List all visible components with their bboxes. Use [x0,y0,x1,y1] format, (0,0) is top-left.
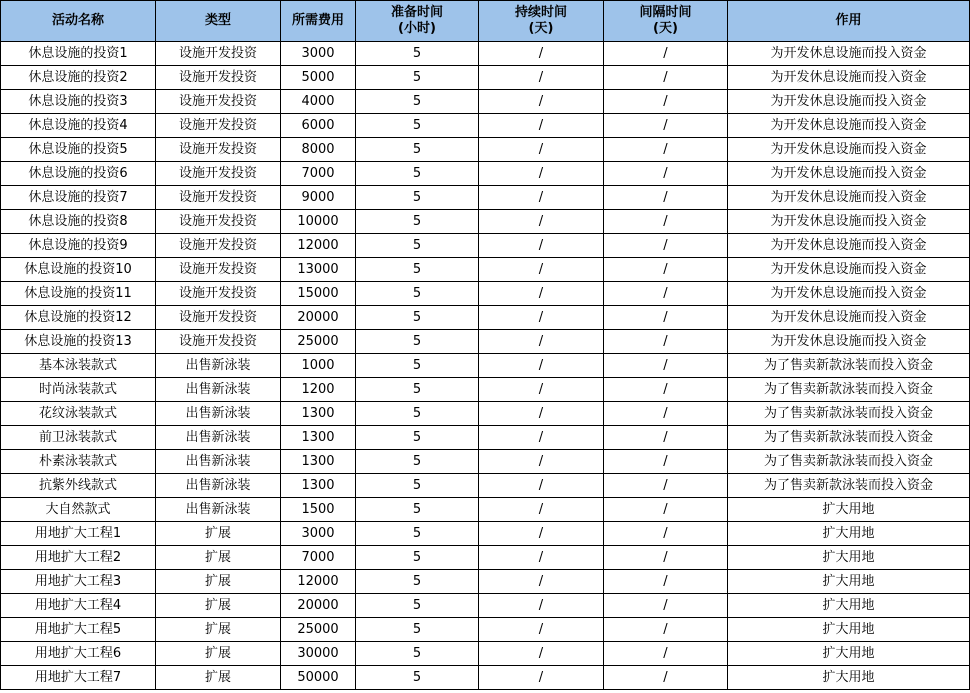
cell-interval: / [604,450,728,474]
cell-type: 扩展 [156,546,281,570]
cell-interval: / [604,90,728,114]
cell-duration: / [479,186,604,210]
cell-cost: 12000 [281,234,356,258]
cell-prep-time: 5 [356,402,479,426]
header-label: 所需费用 [291,13,344,28]
cell-duration: / [479,666,604,690]
cell-prep-time: 5 [356,426,479,450]
cell-interval: / [604,618,728,642]
cell-cost: 1300 [281,426,356,450]
cell-prep-time: 5 [356,450,479,474]
cell-type: 扩展 [156,570,281,594]
cell-cost: 1000 [281,354,356,378]
cell-cost: 9000 [281,186,356,210]
table-row [1,90,970,114]
cell-duration: / [479,282,604,306]
cell-effect: 为开发休息设施而投入资金 [728,330,970,354]
table-row [1,426,970,450]
cell-duration: / [479,426,604,450]
cell-duration: / [479,546,604,570]
cell-effect: 为开发休息设施而投入资金 [728,186,970,210]
header-duration [479,1,604,42]
cell-duration: / [479,114,604,138]
cell-interval: / [604,306,728,330]
cell-activity-name: 用地扩大工程7 [1,666,156,690]
table-row [1,330,970,354]
cell-effect: 为开发休息设施而投入资金 [728,138,970,162]
cell-interval: / [604,66,728,90]
cell-interval: / [604,234,728,258]
table-row [1,66,970,90]
cell-interval: / [604,402,728,426]
cell-interval: / [604,594,728,618]
cell-prep-time: 5 [356,114,479,138]
cell-prep-time: 5 [356,330,479,354]
cell-interval: / [604,42,728,66]
cell-type: 设施开发投资 [156,234,281,258]
table-row [1,594,970,618]
cell-cost: 3000 [281,522,356,546]
cell-cost: 12000 [281,570,356,594]
cell-activity-name: 休息设施的投资3 [1,90,156,114]
cell-type: 设施开发投资 [156,282,281,306]
cell-prep-time: 5 [356,186,479,210]
cell-interval: / [604,426,728,450]
cell-cost: 10000 [281,210,356,234]
cell-duration: / [479,570,604,594]
table-row [1,138,970,162]
cell-activity-name: 花纹泳装款式 [1,402,156,426]
cell-type: 出售新泳装 [156,378,281,402]
cell-effect: 扩大用地 [728,666,970,690]
cell-effect: 扩大用地 [728,522,970,546]
cell-effect: 扩大用地 [728,594,970,618]
cell-effect: 扩大用地 [728,642,970,666]
table-row [1,210,970,234]
table-row [1,378,970,402]
cell-type: 扩展 [156,594,281,618]
cell-cost: 1300 [281,474,356,498]
cell-type: 扩展 [156,642,281,666]
cell-prep-time: 5 [356,66,479,90]
cell-effect: 扩大用地 [728,618,970,642]
cell-cost: 15000 [281,282,356,306]
cell-interval: / [604,330,728,354]
header-unit: (天) [653,21,678,36]
cell-prep-time: 5 [356,306,479,330]
cell-prep-time: 5 [356,474,479,498]
cell-activity-name: 休息设施的投资8 [1,210,156,234]
table-header [1,1,970,42]
cell-activity-name: 用地扩大工程1 [1,522,156,546]
cell-activity-name: 休息设施的投资6 [1,162,156,186]
cell-cost: 1500 [281,498,356,522]
table-row [1,666,970,690]
cell-duration: / [479,306,604,330]
cell-prep-time: 5 [356,618,479,642]
table-row [1,546,970,570]
header-label: 持续时间 [514,5,567,20]
cell-duration: / [479,642,604,666]
cell-duration: / [479,330,604,354]
header-label: 类型 [204,13,231,28]
cell-type: 设施开发投资 [156,90,281,114]
cell-activity-name: 基本泳装款式 [1,354,156,378]
cell-effect: 为开发休息设施而投入资金 [728,210,970,234]
cell-interval: / [604,666,728,690]
cell-cost: 7000 [281,162,356,186]
cell-activity-name: 用地扩大工程5 [1,618,156,642]
cell-effect: 为开发休息设施而投入资金 [728,66,970,90]
cell-duration: / [479,378,604,402]
cell-cost: 13000 [281,258,356,282]
cell-interval: / [604,378,728,402]
cell-prep-time: 5 [356,666,479,690]
cell-type: 出售新泳装 [156,426,281,450]
cell-interval: / [604,162,728,186]
cell-prep-time: 5 [356,570,479,594]
cell-duration: / [479,618,604,642]
cell-cost: 8000 [281,138,356,162]
cell-activity-name: 休息设施的投资1 [1,42,156,66]
cell-effect: 为了售卖新款泳装而投入资金 [728,450,970,474]
cell-type: 设施开发投资 [156,114,281,138]
cell-activity-name: 休息设施的投资11 [1,282,156,306]
cell-cost: 20000 [281,306,356,330]
cell-effect: 为了售卖新款泳装而投入资金 [728,474,970,498]
cell-interval: / [604,474,728,498]
cell-activity-name: 休息设施的投资13 [1,330,156,354]
cell-cost: 1300 [281,450,356,474]
cell-interval: / [604,210,728,234]
cell-effect: 为了售卖新款泳装而投入资金 [728,426,970,450]
header-label: 作用 [835,13,862,28]
cell-duration: / [479,162,604,186]
table-row [1,570,970,594]
cell-type: 设施开发投资 [156,66,281,90]
header-label: 活动名称 [51,13,104,28]
cell-duration: / [479,594,604,618]
cell-type: 扩展 [156,666,281,690]
cell-prep-time: 5 [356,498,479,522]
cell-interval: / [604,498,728,522]
cell-effect: 为开发休息设施而投入资金 [728,234,970,258]
cell-activity-name: 朴素泳装款式 [1,450,156,474]
cell-effect: 扩大用地 [728,570,970,594]
header-activity-name [1,1,156,42]
header-label: 准备时间 [390,5,443,20]
cell-type: 出售新泳装 [156,474,281,498]
cell-interval: / [604,354,728,378]
cell-cost: 1200 [281,378,356,402]
cell-interval: / [604,114,728,138]
cell-effect: 为开发休息设施而投入资金 [728,282,970,306]
cell-type: 设施开发投资 [156,186,281,210]
cell-type: 设施开发投资 [156,42,281,66]
cell-type: 设施开发投资 [156,162,281,186]
cell-duration: / [479,42,604,66]
table-row [1,42,970,66]
cell-type: 扩展 [156,618,281,642]
header-interval [604,1,728,42]
table-row [1,618,970,642]
cell-type: 设施开发投资 [156,330,281,354]
cell-interval: / [604,546,728,570]
cell-cost: 4000 [281,90,356,114]
header-effect [728,1,970,42]
cell-duration: / [479,258,604,282]
cell-interval: / [604,138,728,162]
header-row [1,1,970,42]
cell-activity-name: 时尚泳装款式 [1,378,156,402]
cell-cost: 30000 [281,642,356,666]
table-row [1,282,970,306]
cell-duration: / [479,474,604,498]
cell-cost: 50000 [281,666,356,690]
cell-effect: 扩大用地 [728,546,970,570]
cell-activity-name: 休息设施的投资4 [1,114,156,138]
table-row [1,474,970,498]
cell-interval: / [604,522,728,546]
cell-cost: 7000 [281,546,356,570]
cell-effect: 为开发休息设施而投入资金 [728,114,970,138]
cell-type: 出售新泳装 [156,402,281,426]
table-row [1,402,970,426]
cell-type: 设施开发投资 [156,210,281,234]
table-row [1,114,970,138]
cell-cost: 20000 [281,594,356,618]
cell-duration: / [479,90,604,114]
cell-type: 设施开发投资 [156,258,281,282]
cell-interval: / [604,258,728,282]
cell-type: 出售新泳装 [156,450,281,474]
cell-activity-name: 前卫泳装款式 [1,426,156,450]
header-unit: (天) [528,21,554,36]
cell-duration: / [479,450,604,474]
cell-prep-time: 5 [356,282,479,306]
cell-interval: / [604,282,728,306]
cell-type: 设施开发投资 [156,306,281,330]
cell-type: 扩展 [156,522,281,546]
cell-prep-time: 5 [356,42,479,66]
header-unit: (小时) [398,21,436,36]
table-body [1,42,970,690]
cell-activity-name: 用地扩大工程3 [1,570,156,594]
cell-effect: 扩大用地 [728,498,970,522]
cell-effect: 为开发休息设施而投入资金 [728,42,970,66]
cell-interval: / [604,186,728,210]
cell-activity-name: 用地扩大工程6 [1,642,156,666]
cell-effect: 为开发休息设施而投入资金 [728,90,970,114]
header-cost [281,1,356,42]
cell-activity-name: 用地扩大工程4 [1,594,156,618]
cell-interval: / [604,570,728,594]
table-row [1,162,970,186]
cell-prep-time: 5 [356,642,479,666]
cell-prep-time: 5 [356,378,479,402]
header-label: 间隔时间 [639,5,692,20]
cell-activity-name: 休息设施的投资9 [1,234,156,258]
cell-effect: 为开发休息设施而投入资金 [728,258,970,282]
cell-type: 出售新泳装 [156,498,281,522]
table-row [1,234,970,258]
cell-duration: / [479,522,604,546]
cell-cost: 3000 [281,42,356,66]
cell-prep-time: 5 [356,210,479,234]
cell-prep-time: 5 [356,546,479,570]
cell-effect: 为了售卖新款泳装而投入资金 [728,354,970,378]
cell-type: 出售新泳装 [156,354,281,378]
cell-activity-name: 休息设施的投资5 [1,138,156,162]
cell-cost: 25000 [281,618,356,642]
table-row [1,354,970,378]
cell-prep-time: 5 [356,138,479,162]
cell-duration: / [479,66,604,90]
cell-effect: 为了售卖新款泳装而投入资金 [728,402,970,426]
cell-cost: 25000 [281,330,356,354]
cell-prep-time: 5 [356,522,479,546]
cell-duration: / [479,234,604,258]
cell-type: 设施开发投资 [156,138,281,162]
cell-activity-name: 休息设施的投资10 [1,258,156,282]
cell-prep-time: 5 [356,162,479,186]
header-prep-time [356,1,479,42]
cell-interval: / [604,642,728,666]
cell-effect: 为开发休息设施而投入资金 [728,162,970,186]
cell-activity-name: 休息设施的投资2 [1,66,156,90]
cell-duration: / [479,354,604,378]
cell-activity-name: 抗紫外线款式 [1,474,156,498]
cell-prep-time: 5 [356,354,479,378]
table-row [1,258,970,282]
table-row [1,498,970,522]
cell-cost: 5000 [281,66,356,90]
cell-duration: / [479,210,604,234]
cell-duration: / [479,402,604,426]
cell-activity-name: 休息设施的投资12 [1,306,156,330]
cell-activity-name: 用地扩大工程2 [1,546,156,570]
cell-prep-time: 5 [356,258,479,282]
table-row [1,522,970,546]
cell-activity-name: 大自然款式 [1,498,156,522]
cell-effect: 为开发休息设施而投入资金 [728,306,970,330]
cell-prep-time: 5 [356,90,479,114]
cell-cost: 1300 [281,402,356,426]
cell-duration: / [479,138,604,162]
cell-effect: 为了售卖新款泳装而投入资金 [728,378,970,402]
cell-duration: / [479,498,604,522]
header-type [156,1,281,42]
cell-prep-time: 5 [356,234,479,258]
table-row [1,450,970,474]
cell-activity-name: 休息设施的投资7 [1,186,156,210]
cell-prep-time: 5 [356,594,479,618]
table-row [1,186,970,210]
cell-cost: 6000 [281,114,356,138]
table-row [1,306,970,330]
table-row [1,642,970,666]
